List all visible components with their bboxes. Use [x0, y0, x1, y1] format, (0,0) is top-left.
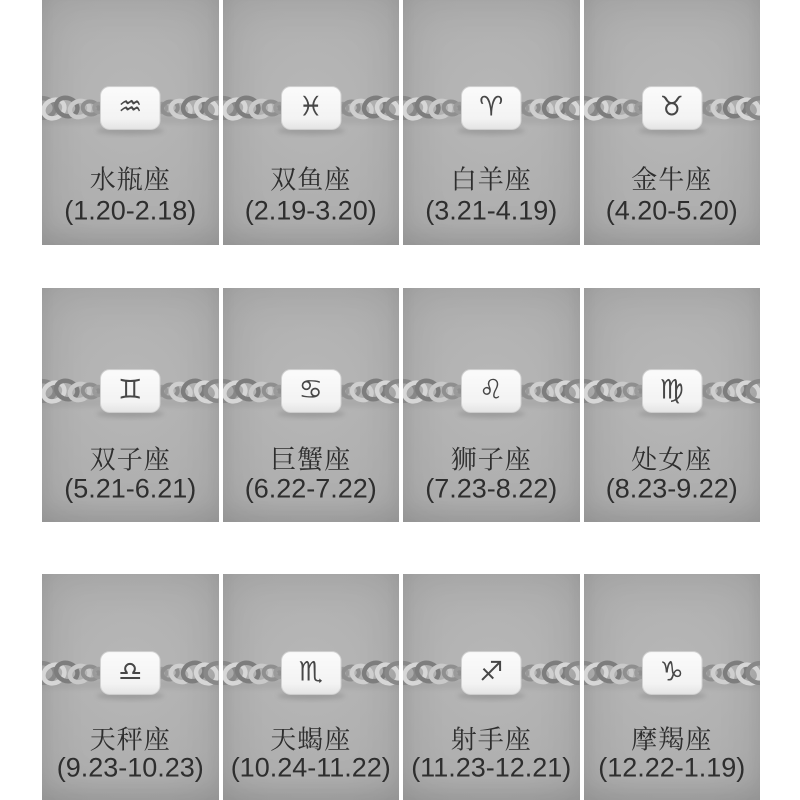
zodiac-dates-label: (10.24-11.22)	[230, 752, 391, 783]
cell-gemini	[42, 288, 219, 522]
grid-row-3	[42, 574, 760, 800]
virgo-symbol-icon: ♍	[659, 374, 684, 406]
grid-row-2	[42, 288, 760, 522]
zodiac-name-label: 双鱼座	[270, 164, 352, 195]
aquarius-symbol-icon: ♒	[118, 91, 143, 123]
zodiac-name-label: 天蝎座	[270, 724, 352, 755]
capricorn-symbol-icon: ♑	[659, 657, 684, 689]
leo-symbol-icon: ♌	[479, 374, 504, 406]
taurus-symbol-icon: ♉	[659, 91, 684, 123]
grid-row-1	[42, 0, 760, 245]
cell-taurus	[584, 0, 761, 245]
libra-symbol-icon: ♎	[118, 657, 143, 689]
zodiac-dates-label: (6.22-7.22)	[244, 473, 377, 504]
cancer-symbol-icon: ♋	[298, 374, 323, 406]
cell-leo	[403, 288, 580, 522]
cell-pisces	[223, 0, 400, 245]
zodiac-name-label: 处女座	[631, 444, 713, 475]
zodiac-name-label: 白羊座	[450, 164, 532, 195]
cell-scorpio	[223, 574, 400, 800]
aries-symbol-icon: ♈	[479, 91, 504, 123]
zodiac-name-label: 天秤座	[89, 724, 171, 755]
zodiac-name-label: 狮子座	[450, 444, 532, 475]
cell-libra	[42, 574, 219, 800]
zodiac-name-label: 射手座	[450, 724, 532, 755]
zodiac-dates-label: (9.23-10.23)	[56, 752, 204, 783]
zodiac-dates-label: (11.23-12.21)	[411, 752, 572, 783]
cell-capricorn	[584, 574, 761, 800]
cell-aries	[403, 0, 580, 245]
zodiac-dates-label: (7.23-8.22)	[425, 473, 558, 504]
zodiac-dates-label: (4.20-5.20)	[605, 195, 738, 226]
cell-cancer	[223, 288, 400, 522]
zodiac-dates-label: (1.20-2.18)	[64, 195, 197, 226]
zodiac-dates-label: (12.22-1.19)	[598, 752, 746, 783]
sagittarius-symbol-icon: ♐	[479, 657, 504, 689]
cell-aquarius	[42, 0, 219, 245]
zodiac-name-label: 水瓶座	[89, 164, 171, 195]
zodiac-dates-label: (8.23-9.22)	[605, 473, 738, 504]
cell-sagittarius	[403, 574, 580, 800]
zodiac-dates-label: (2.19-3.20)	[244, 195, 377, 226]
pisces-symbol-icon: ♓	[298, 91, 323, 123]
zodiac-name-label: 双子座	[89, 444, 171, 475]
zodiac-name-label: 金牛座	[631, 164, 713, 195]
gemini-symbol-icon: ♊	[118, 374, 143, 406]
zodiac-name-label: 巨蟹座	[270, 444, 352, 475]
cell-virgo	[584, 288, 761, 522]
scorpio-symbol-icon: ♏	[298, 657, 323, 689]
zodiac-dates-label: (5.21-6.21)	[64, 473, 197, 504]
zodiac-dates-label: (3.21-4.19)	[425, 195, 558, 226]
zodiac-name-label: 摩羯座	[631, 724, 713, 755]
